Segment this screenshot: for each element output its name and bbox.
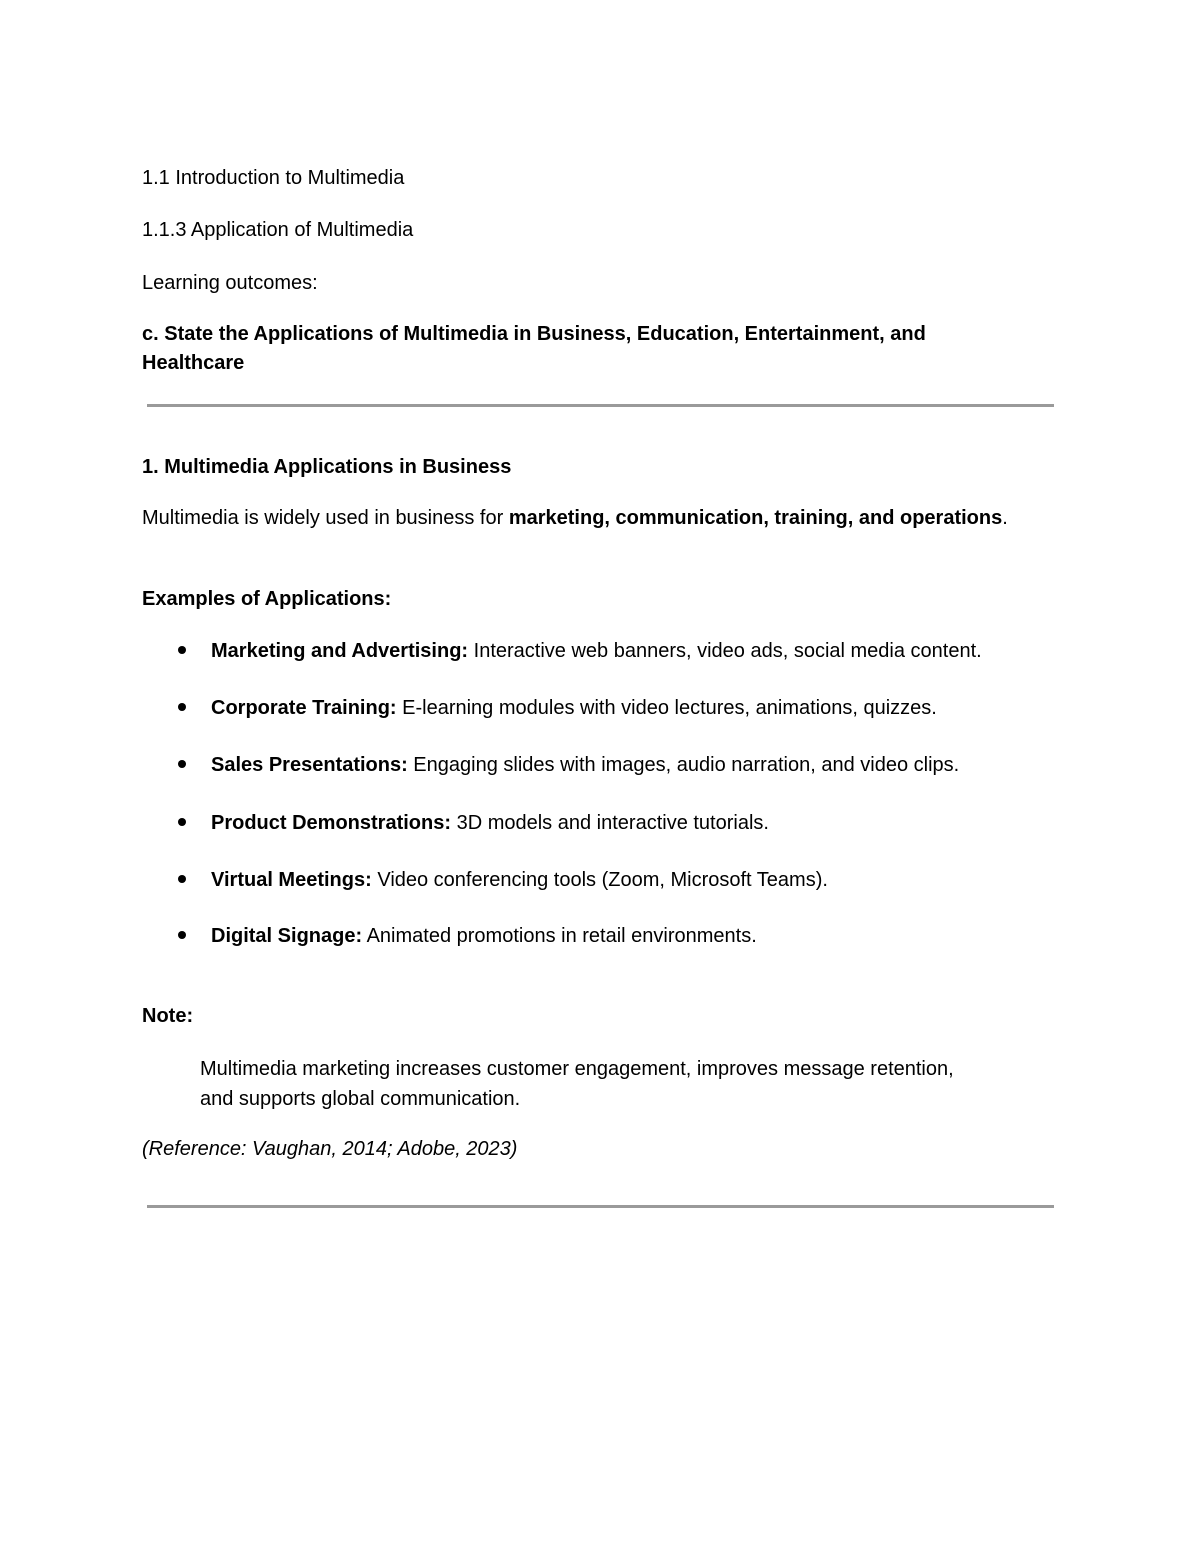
list-item: [178, 637, 982, 665]
business-heading: 1. Multimedia Applications in Business: [142, 456, 512, 478]
example-desc: Video conferencing tools (Zoom, Microsoft Teams).: [371, 869, 828, 891]
bullet-icon: [178, 760, 186, 768]
example-term: Digital Signage:: [211, 925, 363, 947]
list-item: [178, 866, 828, 894]
example-desc: Animated promotions in retail environments.: [362, 925, 757, 947]
learning-outcomes-label: Learning outcomes:: [142, 272, 318, 294]
outcome-statement: c. State the Applications of Multimedia in Business, Education, Entertainment, and Healthcare: [142, 323, 926, 374]
subsection-heading: 1.1.3 Application of Multimedia: [142, 219, 414, 241]
example-desc: Engaging slides with images, audio narration, and video clips.: [407, 754, 960, 776]
example-term: Virtual Meetings:: [211, 869, 372, 891]
list-item: [178, 922, 757, 950]
bullet-icon: [178, 931, 186, 939]
example-term: Corporate Training:: [211, 697, 397, 719]
bullet-icon: [178, 875, 186, 883]
section-heading: 1.1 Introduction to Multimedia: [142, 167, 405, 189]
bullet-icon: [178, 646, 186, 654]
business-intro-bold: marketing, communication, training, and operations: [508, 507, 1003, 529]
list-item: [178, 809, 769, 837]
example-term: Product Demonstrations:: [211, 812, 452, 834]
reference-citation: (Reference: Vaughan, 2014; Adobe, 2023): [142, 1138, 518, 1160]
example-desc: E-learning modules with video lectures, animations, quizzes.: [396, 697, 937, 719]
list-item: [178, 751, 959, 779]
example-desc: Interactive web banners, video ads, social media content.: [468, 640, 982, 662]
note-text: Multimedia marketing increases customer engagement, improves message retention, and supports global communication.: [200, 1058, 954, 1110]
bullet-icon: [178, 703, 186, 711]
note-label: Note:: [142, 1005, 194, 1027]
horizontal-divider-bottom: [147, 1205, 1054, 1208]
example-term: Marketing and Advertising:: [211, 640, 469, 662]
bullet-icon: [178, 818, 186, 826]
horizontal-divider-top: [147, 404, 1054, 407]
business-intro: [142, 504, 1022, 533]
list-item: [178, 694, 937, 722]
example-term: Sales Presentations:: [211, 754, 408, 776]
business-intro-suffix: .: [1002, 507, 1008, 529]
example-desc: 3D models and interactive tutorials.: [451, 812, 769, 834]
business-intro-prefix: Multimedia is widely used in business for: [142, 507, 509, 529]
examples-label: Examples of Applications:: [142, 588, 392, 610]
